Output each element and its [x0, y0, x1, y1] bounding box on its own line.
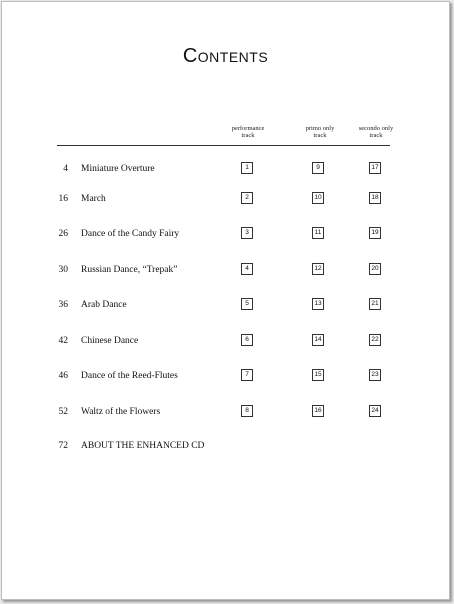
performance-track-number: 6: [241, 334, 253, 346]
performance-track-number: 1: [241, 162, 253, 174]
primo-track-number: 10: [312, 192, 324, 204]
header-primo-track: primo only track: [305, 125, 335, 139]
performance-track-number: 7: [241, 369, 253, 381]
piece-title: Russian Dance, “Trepak”: [81, 265, 178, 275]
page-number: 36: [58, 300, 68, 310]
primo-track-number: 12: [312, 263, 324, 275]
primo-track-number: 14: [312, 334, 324, 346]
header-performance-track: performance track: [231, 125, 265, 139]
primo-track-number: 16: [312, 405, 324, 417]
piece-title: Miniature Overture: [81, 164, 155, 174]
piece-title: Dance of the Candy Fairy: [81, 229, 180, 239]
secondo-track-number: 18: [369, 192, 381, 204]
page-number: 72: [58, 441, 68, 451]
performance-track-number: 8: [241, 405, 253, 417]
performance-track-number: 3: [241, 227, 253, 239]
page-number: 42: [58, 336, 68, 346]
primo-track-number: 15: [312, 369, 324, 381]
secondo-track-number: 20: [369, 263, 381, 275]
piece-title: Arab Dance: [81, 300, 127, 310]
contents-row[interactable]: [2, 438, 449, 454]
secondo-track-number: 19: [369, 227, 381, 239]
contents-row[interactable]: [2, 226, 449, 242]
piece-title: Waltz of the Flowers: [81, 407, 161, 417]
contents-row[interactable]: [2, 191, 449, 207]
page-number: 26: [58, 229, 68, 239]
page-number: 52: [58, 407, 68, 417]
document-page: [1, 1, 450, 600]
page-number: 46: [58, 371, 68, 381]
secondo-track-number: 23: [369, 369, 381, 381]
secondo-track-number: 17: [369, 162, 381, 174]
contents-row[interactable]: [2, 333, 449, 349]
piece-title: ABOUT THE ENHANCED CD: [81, 441, 205, 451]
performance-track-number: 4: [241, 263, 253, 275]
page-title: Contents: [182, 45, 269, 67]
secondo-track-number: 22: [369, 334, 381, 346]
primo-track-number: 9: [312, 162, 324, 174]
contents-row[interactable]: [2, 404, 449, 420]
contents-row[interactable]: [2, 368, 449, 384]
piece-title: Chinese Dance: [81, 336, 139, 346]
piece-title: Dance of the Reed-Flutes: [81, 371, 178, 381]
secondo-track-number: 24: [369, 405, 381, 417]
primo-track-number: 11: [312, 227, 324, 239]
contents-row[interactable]: [2, 262, 449, 278]
performance-track-number: 5: [241, 298, 253, 310]
header-rule: [57, 145, 390, 146]
contents-row[interactable]: [2, 297, 449, 313]
header-secondo-track: secondo only track: [358, 125, 394, 139]
page-number: 4: [63, 164, 68, 174]
page-number: 16: [58, 194, 68, 204]
piece-title: March: [81, 194, 106, 204]
page-number: 30: [58, 265, 68, 275]
contents-row[interactable]: [2, 161, 449, 177]
primo-track-number: 13: [312, 298, 324, 310]
secondo-track-number: 21: [369, 298, 381, 310]
performance-track-number: 2: [241, 192, 253, 204]
